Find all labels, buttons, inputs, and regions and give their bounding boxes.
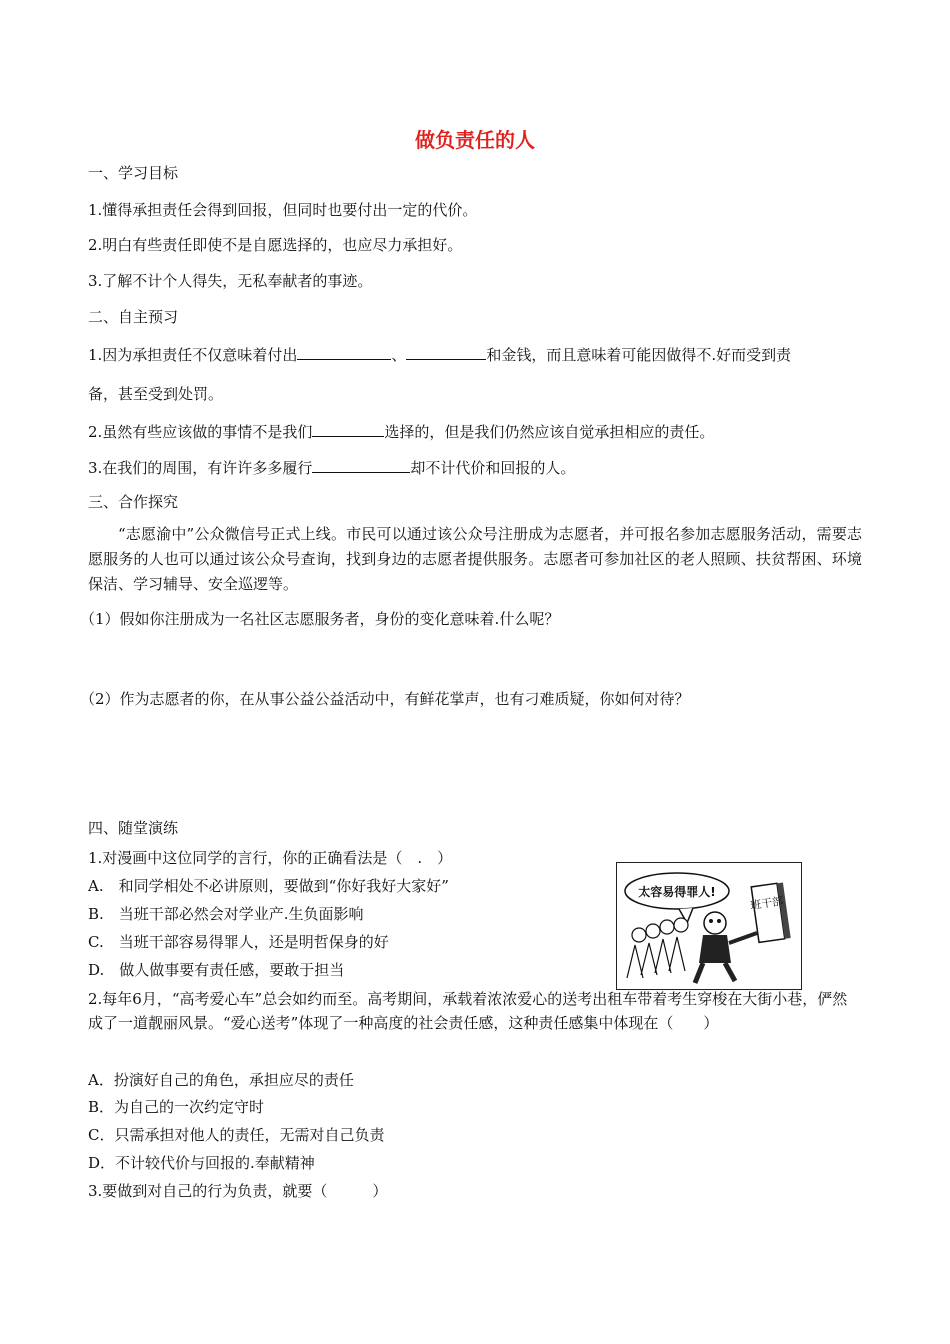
question-text: 1.因为承担责任不仅意味着付出 (88, 346, 298, 364)
sign-text: 班干部 (749, 894, 784, 913)
question-text: 选择的，但是我们仍然应该自觉承担相应的责任。 (384, 423, 715, 441)
preview-question-3 (88, 457, 575, 478)
page-title: 做负责任的人 (415, 128, 535, 152)
practice-q2-option: B．为自己的一次约定守时 (88, 1098, 265, 1116)
explore-question-2: （2）作为志愿者的你，在从事公益公益活动中，有鲜花掌声，也有刁难质疑，你如何对待？ (80, 690, 690, 708)
practice-q1-option: C. 当班干部容易得罪人，还是明哲保身的好 (88, 933, 389, 951)
practice-q2-option: D．不计较代价与回报的.奉献精神 (88, 1154, 315, 1172)
question-text: 2.虽然有些应该做的事情不是我们 (88, 423, 313, 441)
fill-blank[interactable] (297, 344, 391, 360)
section-heading-practice: 四、随堂演练 (88, 819, 179, 837)
cartoon-drawing (617, 863, 801, 989)
preview-question-1-cont: 备，甚至受到处罚。 (88, 385, 224, 403)
explore-passage: “志愿渝中”公众微信号正式上线。市民可以通过该公众号注册成为志愿者，并可报名参加志愿服务活动，需要志愿服务的人也可以通过该公众号查询，找到身边的志愿者提供服务。志愿者可参加社区的老人照顾、扶贫帮困、环境保洁、学习辅导、安全巡逻等。 (88, 525, 862, 593)
practice-q1-option: D. 做人做事要有责任感，要敢于担当 (88, 961, 345, 979)
practice-q1-option: A. 和同学相处不必讲原则，要做到“你好我好大家好” (88, 877, 449, 895)
section-heading-explore: 三、合作探究 (88, 493, 179, 511)
preview-question-1 (88, 344, 791, 365)
practice-q2-option: C．只需承担对他人的责任，无需对自己负责 (88, 1126, 385, 1144)
question-text: 3.在我们的周围，有许许多多履行 (88, 459, 313, 477)
section-heading-preview: 二、自主预习 (88, 308, 179, 326)
practice-q3-stem: 3.要做到对自己的行为负责，就要（ ） (88, 1182, 388, 1200)
question-text: 和金钱，而且意味着可能因做得不.好而受到责 (486, 346, 792, 364)
fill-blank[interactable] (312, 421, 384, 437)
preview-question-2 (88, 421, 714, 442)
speech-bubble-text: 太容易得罪人! (638, 885, 716, 899)
goal-item: 2.明白有些责任即使不是自愿选择的，也应尽力承担好。 (88, 236, 463, 254)
practice-q2-option: A．扮演好自己的角色，承担应尽的责任 (88, 1071, 354, 1089)
fill-blank[interactable] (312, 457, 410, 473)
question-text: 却不计代价和回报的人。 (410, 459, 576, 477)
goal-item: 3.了解不计个人得失，无私奉献者的事迹。 (88, 272, 373, 290)
practice-q2-stem: 2.每年6月，“高考爱心车”总会如约而至。高考期间，承载着浓浓爱心的送考出租车带着考生穿梭在大街小巷，俨然成了一道靓丽风景。“爱心送考”体现了一种高度的社会责任感，这种责任感集中体现在（ ） (88, 990, 848, 1032)
practice-q1-stem: 1.对漫画中这位同学的言行，你的正确看法是（ . ） (88, 849, 453, 867)
explore-question-1: （1）假如你注册成为一名社区志愿服务者，身份的变化意味着.什么呢？ (80, 610, 560, 628)
question-text: 、 (391, 346, 407, 364)
fill-blank[interactable] (406, 344, 486, 360)
goal-item: 1.懂得承担责任会得到回报，但同时也要付出一定的代价。 (88, 201, 478, 219)
cartoon-image (616, 862, 802, 990)
section-heading-goals: 一、学习目标 (88, 164, 179, 182)
practice-q1-option: B. 当班干部必然会对学业产.生负面影响 (88, 905, 364, 923)
